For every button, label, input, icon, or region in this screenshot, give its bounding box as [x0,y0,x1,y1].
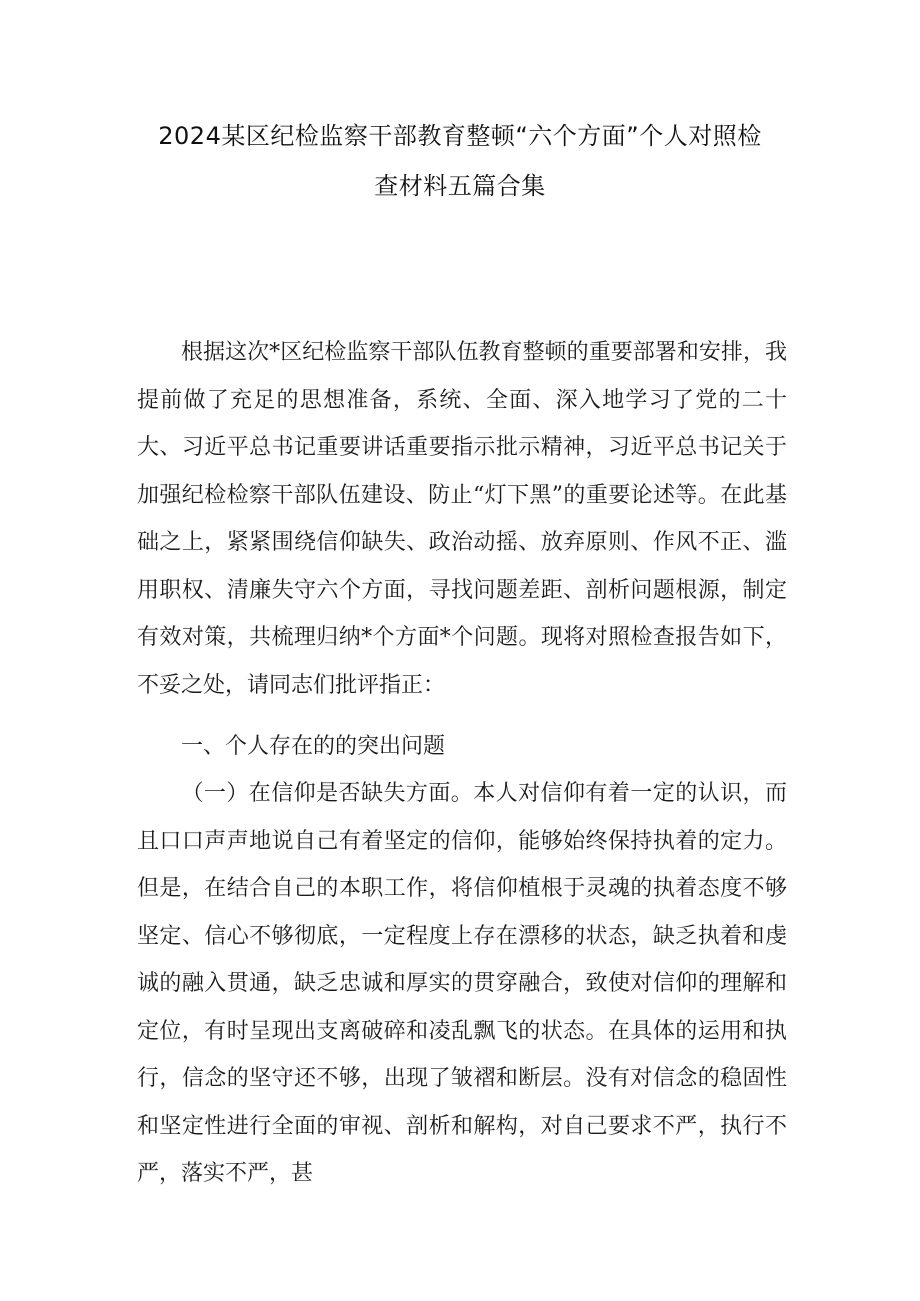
subsection-paragraph [137,770,787,1198]
section-heading-text: 一、个人存在的的突出问题 [181,734,446,759]
intro-paragraph-text: 根据这次*区纪检监察干部队伍教育整顿的重要部署和安排，我提前做了充足的思想准备，系统、全面、深入地学习了党的二十大、习近平总书记重要讲话重要指示批示精神，习近平总书记关于加强纪检检察干部队伍建设、防止“灯下黑”的重要论述等。在此基础之上，紧紧围绕信仰缺失、政治动摇、放弃原则、作风不正、滥用职权、清廉失守六个方面，寻找问题差距、剖析问题根源，制定有效对策，共梳理归纳*个方面*个问题。现将对照检查报告如下，不妥之处，请同志们批评指正： [137,340,787,698]
document-title-line-1: 2024某区纪检监察干部教育整顿“六个方面”个人对照检 [158,122,762,150]
subsection-paragraph-text: （一）在信仰是否缺失方面。本人对信仰有着一定的认识，而且口口声声地说自己有着坚定的信仰，能够始终保持执着的定力。但是，在结合自己的本职工作，将信仰植根于灵魂的执着态度不够坚定、信心不够彻底，一定程度上存在漂移的状态，缺乏执着和虔诚的融入贯通，缺乏忠诚和厚实的贯穿融合，致使对信仰的理解和定位，有时呈现出支离破碎和凌乱飘飞的状态。在具体的运用和执行，信念的坚守还不够，出现了皱褶和断层。没有对信念的稳固性和坚定性进行全面的审视、剖析和解构，对自己要求不严，执行不严，落实不严，甚 [137,781,787,1186]
intro-paragraph [137,329,787,709]
section-heading [137,723,787,771]
document-title-line-2: 查材料五篇合集 [374,172,546,200]
